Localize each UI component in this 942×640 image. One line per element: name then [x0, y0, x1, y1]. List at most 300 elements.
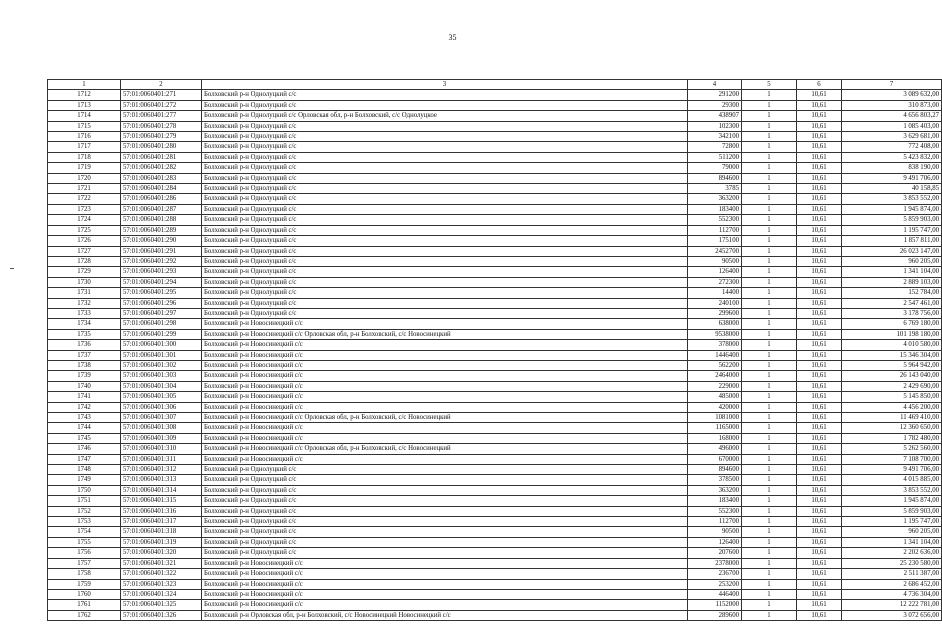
area-cell: 2452700	[688, 246, 742, 256]
address-cell: Болховский р-н Однолуцкий с/с	[202, 256, 688, 266]
coefficient-cell: 1	[742, 225, 797, 235]
row-number-cell: 1743	[48, 413, 121, 423]
value-cell: 9 491 706,00	[842, 173, 942, 183]
cadastral-number-cell: 57:01:0060401:309	[121, 433, 202, 443]
row-number-cell: 1746	[48, 444, 121, 454]
value-cell: 26 143 040,00	[842, 371, 942, 381]
row-number-cell: 1753	[48, 517, 121, 527]
cadastral-number-cell: 57:01:0060401:307	[121, 413, 202, 423]
coefficient-cell: 1	[742, 600, 797, 610]
address-cell: Болховский р-н Новосинецкий с/с	[202, 600, 688, 610]
row-number-cell: 1744	[48, 423, 121, 433]
row-number-cell: 1747	[48, 454, 121, 464]
table-row	[48, 423, 942, 433]
address-cell: Болховский р-н Однолуцкий с/с	[202, 225, 688, 235]
cadastral-number-cell: 57:01:0060401:298	[121, 319, 202, 329]
area-cell: 363200	[688, 485, 742, 495]
address-cell: Болховский р-н Однолуцкий с/с	[202, 173, 688, 183]
page-number: 35	[448, 33, 457, 42]
cadastral-number-cell: 57:01:0060401:310	[121, 444, 202, 454]
value-cell: 960 205,00	[842, 527, 942, 537]
cadastral-number-cell: 57:01:0060401:277	[121, 111, 202, 121]
value-cell: 152 784,00	[842, 288, 942, 298]
area-cell: 14400	[688, 288, 742, 298]
coefficient-cell: 1	[742, 444, 797, 454]
table-row	[48, 288, 942, 298]
row-number-cell: 1741	[48, 392, 121, 402]
rate-cell: 10,61	[797, 579, 842, 589]
cadastral-number-cell: 57:01:0060401:283	[121, 173, 202, 183]
area-cell: 29300	[688, 100, 742, 110]
cadastral-number-cell: 57:01:0060401:305	[121, 392, 202, 402]
table-header-row	[48, 80, 942, 90]
row-number-cell: 1739	[48, 371, 121, 381]
table-row	[48, 569, 942, 579]
address-cell: Болховский р-н Новосинецкий с/с	[202, 402, 688, 412]
value-cell: 772 408,00	[842, 142, 942, 152]
address-cell: Болховский р-н Новосинецкий с/с	[202, 423, 688, 433]
area-cell: 420000	[688, 402, 742, 412]
table-row	[48, 527, 942, 537]
value-cell: 2 547 461,00	[842, 298, 942, 308]
row-number-cell: 1757	[48, 558, 121, 568]
value-cell: 1 195 747,00	[842, 517, 942, 527]
address-cell: Болховский р-н Новосинецкий с/с	[202, 340, 688, 350]
address-cell: Болховский р-н Однолуцкий с/с	[202, 184, 688, 194]
value-cell: 2 511 387,00	[842, 569, 942, 579]
rate-cell: 10,61	[797, 111, 842, 121]
area-cell: 90500	[688, 527, 742, 537]
area-cell: 1165000	[688, 423, 742, 433]
area-cell: 183400	[688, 204, 742, 214]
rate-cell: 10,61	[797, 454, 842, 464]
area-cell: 894600	[688, 173, 742, 183]
address-cell: Болховский р-н Однолуцкий с/с	[202, 163, 688, 173]
cadastral-number-cell: 57:01:0060401:311	[121, 454, 202, 464]
table-row	[48, 298, 942, 308]
cadastral-number-cell: 57:01:0060401:284	[121, 184, 202, 194]
value-cell: 1 085 403,00	[842, 121, 942, 131]
table-row	[48, 600, 942, 610]
row-number-cell: 1756	[48, 548, 121, 558]
row-number-cell: 1720	[48, 173, 121, 183]
rate-cell: 10,61	[797, 142, 842, 152]
table-row	[48, 236, 942, 246]
table-row	[48, 100, 942, 110]
table-row	[48, 329, 942, 339]
rate-cell: 10,61	[797, 256, 842, 266]
coefficient-cell: 1	[742, 173, 797, 183]
rate-cell: 10,61	[797, 225, 842, 235]
coefficient-cell: 1	[742, 277, 797, 287]
rate-cell: 10,61	[797, 496, 842, 506]
value-cell: 40 158,85	[842, 184, 942, 194]
cadastral-number-cell: 57:01:0060401:326	[121, 610, 202, 620]
area-cell: 126400	[688, 537, 742, 547]
rate-cell: 10,61	[797, 548, 842, 558]
value-cell: 1 341 104,00	[842, 267, 942, 277]
row-number-cell: 1713	[48, 100, 121, 110]
table-row	[48, 589, 942, 599]
table-row	[48, 194, 942, 204]
coefficient-cell: 1	[742, 184, 797, 194]
address-cell: Болховский р-н Однолуцкий с/с	[202, 537, 688, 547]
table-row	[48, 548, 942, 558]
address-cell: Болховский р-н Новосинецкий с/с	[202, 350, 688, 360]
row-number-cell: 1734	[48, 319, 121, 329]
table-row	[48, 90, 942, 100]
cadastral-number-cell: 57:01:0060401:286	[121, 194, 202, 204]
value-cell: 2 202 636,00	[842, 548, 942, 558]
area-cell: 291200	[688, 90, 742, 100]
value-cell: 2 429 690,00	[842, 381, 942, 391]
table-row	[48, 225, 942, 235]
row-number-cell: 1727	[48, 246, 121, 256]
address-cell: Болховский р-н Однолуцкий с/с	[202, 215, 688, 225]
land-register-table	[47, 79, 942, 621]
value-cell: 2 686 452,00	[842, 579, 942, 589]
coefficient-cell: 1	[742, 267, 797, 277]
address-cell: Болховский р-н Однолуцкий с/с	[202, 288, 688, 298]
value-cell: 5 262 560,00	[842, 444, 942, 454]
address-cell: Болховский р-н Однолуцкий с/с	[202, 100, 688, 110]
area-cell: 485000	[688, 392, 742, 402]
row-number-cell: 1717	[48, 142, 121, 152]
value-cell: 3 853 552,00	[842, 485, 942, 495]
table-row	[48, 454, 942, 464]
address-cell: Болховский р-н Однолуцкий с/с	[202, 527, 688, 537]
table-row	[48, 517, 942, 527]
value-cell: 1 945 874,00	[842, 204, 942, 214]
cadastral-number-cell: 57:01:0060401:308	[121, 423, 202, 433]
value-cell: 5 964 942,00	[842, 360, 942, 370]
rate-cell: 10,61	[797, 319, 842, 329]
area-cell: 1152000	[688, 600, 742, 610]
coefficient-cell: 1	[742, 392, 797, 402]
value-cell: 3 629 681,00	[842, 132, 942, 142]
address-cell: Болховский р-н Однолуцкий с/с	[202, 121, 688, 131]
area-cell: 299600	[688, 308, 742, 318]
coefficient-cell: 1	[742, 236, 797, 246]
coefficient-cell: 1	[742, 142, 797, 152]
address-cell: Болховский р-н Однолуцкий с/с	[202, 236, 688, 246]
coefficient-cell: 1	[742, 454, 797, 464]
coefficient-cell: 1	[742, 256, 797, 266]
rate-cell: 10,61	[797, 184, 842, 194]
coefficient-cell: 1	[742, 413, 797, 423]
rate-cell: 10,61	[797, 475, 842, 485]
value-cell: 310 873,00	[842, 100, 942, 110]
table-row	[48, 506, 942, 516]
value-cell: 6 769 180,00	[842, 319, 942, 329]
coefficient-cell: 1	[742, 381, 797, 391]
area-cell: 894600	[688, 465, 742, 475]
row-number-cell: 1723	[48, 204, 121, 214]
cadastral-number-cell: 57:01:0060401:313	[121, 475, 202, 485]
cadastral-number-cell: 57:01:0060401:289	[121, 225, 202, 235]
value-cell: 4 010 580,00	[842, 340, 942, 350]
row-number-cell: 1738	[48, 360, 121, 370]
rate-cell: 10,61	[797, 371, 842, 381]
row-number-cell: 1737	[48, 350, 121, 360]
rate-cell: 10,61	[797, 527, 842, 537]
value-cell: 15 346 304,00	[842, 350, 942, 360]
address-cell: Болховский р-н Однолуцкий с/с	[202, 277, 688, 287]
coefficient-cell: 1	[742, 558, 797, 568]
cadastral-number-cell: 57:01:0060401:287	[121, 204, 202, 214]
coefficient-cell: 1	[742, 350, 797, 360]
table-row	[48, 475, 942, 485]
rate-cell: 10,61	[797, 194, 842, 204]
value-cell: 25 230 580,00	[842, 558, 942, 568]
address-cell: Болховский р-н Новосинецкий с/с	[202, 558, 688, 568]
area-cell: 183400	[688, 496, 742, 506]
cadastral-number-cell: 57:01:0060401:291	[121, 246, 202, 256]
value-cell: 12 360 650,00	[842, 423, 942, 433]
table-row	[48, 142, 942, 152]
coefficient-cell: 1	[742, 589, 797, 599]
cadastral-number-cell: 57:01:0060401:282	[121, 163, 202, 173]
rate-cell: 10,61	[797, 392, 842, 402]
rate-cell: 10,61	[797, 246, 842, 256]
row-number-cell: 1731	[48, 288, 121, 298]
area-cell: 511200	[688, 152, 742, 162]
rate-cell: 10,61	[797, 433, 842, 443]
table-row	[48, 340, 942, 350]
value-cell: 2 889 103,00	[842, 277, 942, 287]
table-row	[48, 371, 942, 381]
area-cell: 253200	[688, 579, 742, 589]
table-row	[48, 319, 942, 329]
address-cell: Болховский р-н Однолуцкий с/с	[202, 517, 688, 527]
cadastral-number-cell: 57:01:0060401:296	[121, 298, 202, 308]
area-cell: 670000	[688, 454, 742, 464]
address-cell: Болховский р-н Однолуцкий с/с	[202, 267, 688, 277]
rate-cell: 10,61	[797, 132, 842, 142]
table-row	[48, 256, 942, 266]
address-cell: Болховский р-н Однолуцкий с/с	[202, 485, 688, 495]
table-row	[48, 485, 942, 495]
value-cell: 1 341 104,00	[842, 537, 942, 547]
value-cell: 3 089 632,00	[842, 90, 942, 100]
cadastral-number-cell: 57:01:0060401:304	[121, 381, 202, 391]
rate-cell: 10,61	[797, 100, 842, 110]
cadastral-number-cell: 57:01:0060401:324	[121, 589, 202, 599]
cadastral-number-cell: 57:01:0060401:302	[121, 360, 202, 370]
coefficient-cell: 1	[742, 132, 797, 142]
rate-cell: 10,61	[797, 308, 842, 318]
area-cell: 562200	[688, 360, 742, 370]
cadastral-number-cell: 57:01:0060401:318	[121, 527, 202, 537]
rate-cell: 10,61	[797, 90, 842, 100]
rate-cell: 10,61	[797, 465, 842, 475]
rate-cell: 10,61	[797, 329, 842, 339]
cadastral-number-cell: 57:01:0060401:293	[121, 267, 202, 277]
address-cell: Болховский р-н Новосинецкий с/с	[202, 381, 688, 391]
area-cell: 289600	[688, 610, 742, 620]
area-cell: 102300	[688, 121, 742, 131]
cadastral-number-cell: 57:01:0060401:315	[121, 496, 202, 506]
table-row	[48, 381, 942, 391]
address-cell: Болховский р-н Новосинецкий с/с	[202, 392, 688, 402]
coefficient-cell: 1	[742, 319, 797, 329]
address-cell: Болховский р-н Однолуцкий с/с	[202, 496, 688, 506]
area-cell: 112700	[688, 225, 742, 235]
cadastral-number-cell: 57:01:0060401:317	[121, 517, 202, 527]
table-row	[48, 360, 942, 370]
coefficient-cell: 1	[742, 163, 797, 173]
table-row	[48, 111, 942, 121]
address-cell: Болховский р-н Однолуцкий с/с	[202, 142, 688, 152]
value-cell: 838 190,00	[842, 163, 942, 173]
row-number-cell: 1750	[48, 485, 121, 495]
table-row	[48, 350, 942, 360]
rate-cell: 10,61	[797, 288, 842, 298]
value-cell: 7 108 700,00	[842, 454, 942, 464]
table-row	[48, 246, 942, 256]
address-cell: Болховский р-н Новосинецкий с/с	[202, 589, 688, 599]
coefficient-cell: 1	[742, 485, 797, 495]
row-number-cell: 1745	[48, 433, 121, 443]
column-header: 7	[842, 80, 942, 90]
row-number-cell: 1719	[48, 163, 121, 173]
cadastral-number-cell: 57:01:0060401:316	[121, 506, 202, 516]
row-number-cell: 1759	[48, 579, 121, 589]
column-header: 6	[797, 80, 842, 90]
table-row	[48, 558, 942, 568]
table-row	[48, 267, 942, 277]
column-header: 1	[48, 80, 121, 90]
coefficient-cell: 1	[742, 215, 797, 225]
rate-cell: 10,61	[797, 444, 842, 454]
value-cell: 4 656 803,27	[842, 111, 942, 121]
table-row	[48, 215, 942, 225]
rate-cell: 10,61	[797, 204, 842, 214]
area-cell: 175100	[688, 236, 742, 246]
rate-cell: 10,61	[797, 298, 842, 308]
rate-cell: 10,61	[797, 423, 842, 433]
cadastral-number-cell: 57:01:0060401:297	[121, 308, 202, 318]
row-number-cell: 1735	[48, 329, 121, 339]
coefficient-cell: 1	[742, 194, 797, 204]
address-cell: Болховский р-н Новосинецкий с/с	[202, 371, 688, 381]
rate-cell: 10,61	[797, 558, 842, 568]
row-number-cell: 1721	[48, 184, 121, 194]
rate-cell: 10,61	[797, 121, 842, 131]
coefficient-cell: 1	[742, 340, 797, 350]
value-cell: 26 023 147,00	[842, 246, 942, 256]
row-number-cell: 1730	[48, 277, 121, 287]
coefficient-cell: 1	[742, 433, 797, 443]
value-cell: 4 015 885,00	[842, 475, 942, 485]
row-number-cell: 1722	[48, 194, 121, 204]
address-cell: Болховский р-н Однолуцкий с/с Орловская обл, р-н Болховский, с/с Однолуцкое	[202, 111, 688, 121]
address-cell: Болховский р-н Однолуцкий с/с	[202, 308, 688, 318]
area-cell: 446400	[688, 589, 742, 599]
value-cell: 12 222 781,00	[842, 600, 942, 610]
coefficient-cell: 1	[742, 465, 797, 475]
row-number-cell: 1751	[48, 496, 121, 506]
cadastral-number-cell: 57:01:0060401:301	[121, 350, 202, 360]
table-row	[48, 496, 942, 506]
cadastral-number-cell: 57:01:0060401:321	[121, 558, 202, 568]
coefficient-cell: 1	[742, 371, 797, 381]
cadastral-number-cell: 57:01:0060401:303	[121, 371, 202, 381]
coefficient-cell: 1	[742, 517, 797, 527]
cadastral-number-cell: 57:01:0060401:323	[121, 579, 202, 589]
address-cell: Болховский р-н Новосинецкий с/с	[202, 433, 688, 443]
area-cell: 552300	[688, 506, 742, 516]
area-cell: 1446400	[688, 350, 742, 360]
row-number-cell: 1760	[48, 589, 121, 599]
value-cell: 3 178 756,00	[842, 308, 942, 318]
row-number-cell: 1724	[48, 215, 121, 225]
table-row	[48, 465, 942, 475]
address-cell: Болховский р-н Новосинецкий с/с	[202, 360, 688, 370]
address-cell: Болховский р-н Однолуцкий с/с	[202, 194, 688, 204]
coefficient-cell: 1	[742, 152, 797, 162]
area-cell: 9538000	[688, 329, 742, 339]
table-row	[48, 537, 942, 547]
coefficient-cell: 1	[742, 527, 797, 537]
address-cell: Болховский р-н Однолуцкий с/с	[202, 465, 688, 475]
row-number-cell: 1740	[48, 381, 121, 391]
rate-cell: 10,61	[797, 600, 842, 610]
table-row	[48, 308, 942, 318]
table-row	[48, 402, 942, 412]
area-cell: 112700	[688, 517, 742, 527]
value-cell: 3 072 656,00	[842, 610, 942, 620]
table-row	[48, 610, 942, 620]
area-cell: 229000	[688, 381, 742, 391]
address-cell: Болховский р-н Новосинецкий с/с Орловская обл, р-н Болховский, с/с Новосинецкий	[202, 444, 688, 454]
value-cell: 4 456 200,00	[842, 402, 942, 412]
value-cell: 11 469 410,00	[842, 413, 942, 423]
area-cell: 79000	[688, 163, 742, 173]
cadastral-number-cell: 57:01:0060401:300	[121, 340, 202, 350]
value-cell: 5 423 832,00	[842, 152, 942, 162]
value-cell: 1 195 747,00	[842, 225, 942, 235]
table-row	[48, 277, 942, 287]
area-cell: 168000	[688, 433, 742, 443]
cadastral-number-cell: 57:01:0060401:290	[121, 236, 202, 246]
row-number-cell: 1754	[48, 527, 121, 537]
table-row	[48, 121, 942, 131]
area-cell: 552300	[688, 215, 742, 225]
cadastral-number-cell: 57:01:0060401:320	[121, 548, 202, 558]
table-row	[48, 173, 942, 183]
row-number-cell: 1733	[48, 308, 121, 318]
coefficient-cell: 1	[742, 496, 797, 506]
row-number-cell: 1758	[48, 569, 121, 579]
address-cell: Болховский р-н Новосинецкий с/с Орловская обл, р-н Болховский, с/с Новосинецкий	[202, 413, 688, 423]
area-cell: 90500	[688, 256, 742, 266]
row-number-cell: 1716	[48, 132, 121, 142]
area-cell: 638000	[688, 319, 742, 329]
value-cell: 9 491 706,00	[842, 465, 942, 475]
address-cell: Болховский р-н Однолуцкий с/с	[202, 506, 688, 516]
area-cell: 126400	[688, 267, 742, 277]
rate-cell: 10,61	[797, 163, 842, 173]
coefficient-cell: 1	[742, 579, 797, 589]
coefficient-cell: 1	[742, 569, 797, 579]
table-row	[48, 433, 942, 443]
coefficient-cell: 1	[742, 423, 797, 433]
address-cell: Болховский р-н Новосинецкий с/с	[202, 569, 688, 579]
address-cell: Болховский р-н Однолуцкий с/с	[202, 298, 688, 308]
coefficient-cell: 1	[742, 298, 797, 308]
address-cell: Болховский р-н Однолуцкий с/с	[202, 475, 688, 485]
